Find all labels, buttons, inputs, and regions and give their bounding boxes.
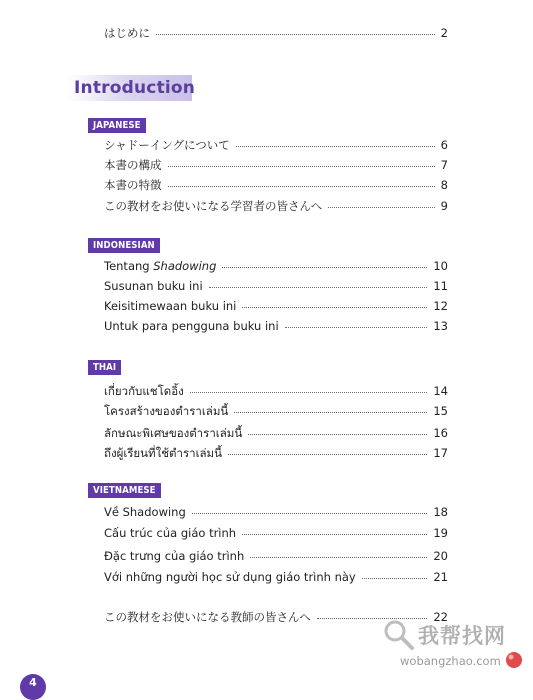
dot-leader [242,524,427,535]
toc-entry-label: はじめに [104,26,150,40]
toc-entry[interactable] [104,277,448,295]
toc-entry-label: โครงสร้างของตำราเล่มนี้ [104,404,229,418]
language-tag-japanese: JAPANESE [88,118,146,133]
watermark [386,620,526,680]
red-ball-icon [504,650,524,670]
language-tag-thai: THAI [88,360,121,375]
toc-entry-page: 15 [433,404,448,418]
toc-entry-label: Về Shadowing [104,505,186,519]
toc-entry[interactable] [104,547,448,565]
dot-leader [190,382,428,393]
toc-entry-label: この教材をお使いになる学習者の皆さんへ [104,199,323,213]
dot-leader [250,547,427,558]
dot-leader [248,424,427,435]
toc-entry-label: Susunan buku ini [104,279,203,293]
toc-entry-page: 7 [440,158,448,172]
toc-entry-label-italic: Shadowing [153,259,217,273]
toc-entry[interactable] [104,257,448,275]
toc-entry-label: 本書の特徴 [104,178,162,192]
toc-entry[interactable] [104,424,448,442]
dot-leader [168,156,435,167]
toc-entry[interactable] [104,568,448,586]
toc-entry-label: Untuk para pengguna buku ini [104,319,279,333]
toc-entry-label: Keisitimewaan buku ini [104,299,237,313]
toc-entry-page: 8 [440,178,448,192]
page-number-badge: 4 [20,674,46,700]
dot-leader [328,197,434,208]
toc-entry-page: 21 [433,570,448,584]
dot-leader [156,24,435,35]
watermark-url: wobangzhao.com [400,654,501,668]
toc-entry[interactable] [104,382,448,400]
toc-entry-page: 6 [440,138,448,152]
toc-entry[interactable] [104,444,448,462]
dot-leader [285,317,428,328]
toc-entry[interactable] [104,297,448,315]
toc-entry[interactable] [104,136,448,154]
toc-entry-page: 20 [433,549,448,563]
toc-entry-page: 13 [433,319,448,333]
toc-entry-page: 14 [433,384,448,398]
toc-entry-label-prefix: Tentang [104,259,154,273]
section-title: Introduction [74,78,196,98]
toc-entry-label [104,257,216,275]
dot-leader [192,503,428,514]
toc-entry-page: 9 [440,199,448,213]
dot-leader [222,257,427,268]
language-tag-vietnamese: VIETNAMESE [88,483,161,498]
toc-entry-label: 本書の構成 [104,158,162,172]
dot-leader [228,444,427,455]
dot-leader [209,277,428,288]
toc-entry-label: Đặc trưng của giáo trình [104,549,245,563]
dot-leader [168,176,435,187]
toc-entry-label: Cấu trúc của giáo trình [104,526,237,540]
toc-entry[interactable] [104,524,448,542]
toc-entry-label: シャドーイングについて [104,138,230,152]
toc-entry-label: Với những người học sử dụng giáo trình này [104,570,356,584]
toc-entry[interactable] [104,503,448,521]
toc-entry[interactable] [104,156,448,174]
toc-entry-label: ลักษณะพิเศษของตำราเล่มนี้ [104,426,243,440]
toc-entry-page: 16 [433,426,448,440]
magnifier-icon [382,618,416,652]
toc-entry-page: 18 [433,505,448,519]
toc-entry-label: この教材をお使いになる教師の皆さんへ [104,610,311,624]
toc-entry-page: 12 [433,299,448,313]
dot-leader [236,136,435,147]
toc-entry[interactable] [104,317,448,335]
toc-entry-page: 17 [433,446,448,460]
toc-entry-page: 2 [440,26,448,40]
toc-entry-preface[interactable] [104,24,448,42]
toc-entry-page: 10 [433,259,448,273]
toc-entry[interactable] [104,176,448,194]
watermark-text: 我帮找网 [418,624,506,648]
language-tag-indonesian: INDONESIAN [88,238,160,253]
toc-entry-label: ถึงผู้เรียนที่ใช้ตำราเล่มนี้ [104,446,223,460]
dot-leader [234,402,427,413]
dot-leader [362,568,428,579]
toc-entry-page: 22 [433,610,448,624]
toc-entry-page: 19 [433,526,448,540]
toc-entry-page: 11 [433,279,448,293]
toc-entry[interactable] [104,402,448,420]
dot-leader [242,297,427,308]
toc-entry[interactable] [104,197,448,215]
toc-entry-label: เกี่ยวกับแชโดอิ้ง [104,384,184,398]
